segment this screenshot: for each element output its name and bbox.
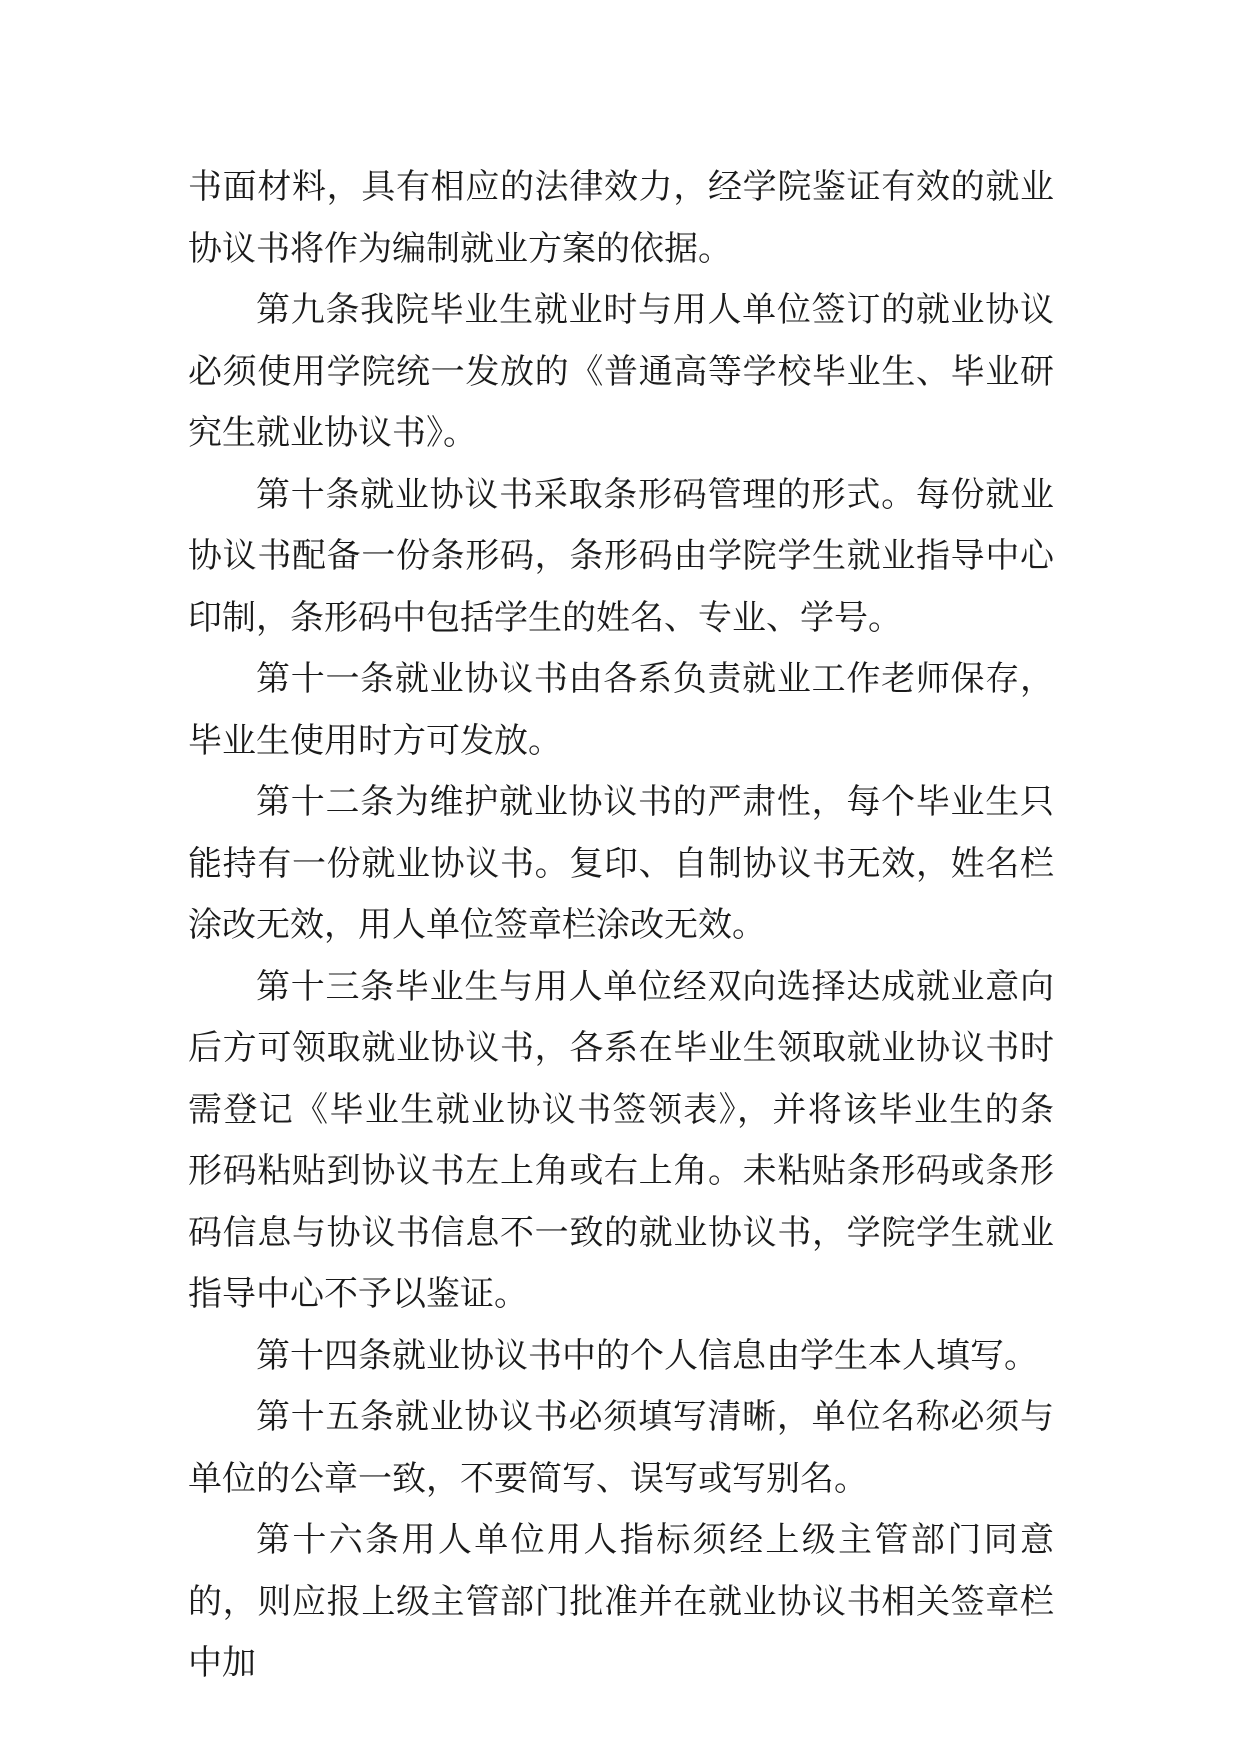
paragraph-article-15: 第十五条就业协议书必须填写清晰，单位名称必须与单位的公章一致，不要简写、误写或写别名。 (188, 1397, 1054, 1499)
paragraph-article-13: 第十三条毕业生与用人单位经双向选择达成就业意向后方可领取就业协议书，各系在毕业生领取就业协议书时需登记《毕业生就业协议书签领表》，并将该毕业生的条形码粘贴到协议书左上角或右上角。未粘贴条形码或条形码信息与协议书信息不一致的就业协议书，学院学生就业指导中心不予以鉴证。 (188, 966, 1054, 1314)
document-body (188, 157, 1054, 1695)
paragraph-article-12: 第十二条为维护就业协议书的严肃性，每个毕业生只能持有一份就业协议书。复印、自制协议书无效，姓名栏涂改无效，用人单位签章栏涂改无效。 (188, 782, 1054, 945)
paragraph-article-16: 第十六条用人单位用人指标须经上级主管部门同意的，则应报上级主管部门批准并在就业协议书相关签章栏中加 (188, 1520, 1054, 1683)
paragraph-article-14: 第十四条就业协议书中的个人信息由学生本人填写。 (256, 1335, 1038, 1376)
paragraph-continuation: 书面材料，具有相应的法律效力，经学院鉴证有效的就业协议书将作为编制就业方案的依据。 (188, 167, 1054, 269)
paragraph-article-11: 第十一条就业协议书由各系负责就业工作老师保存，毕业生使用时方可发放。 (188, 659, 1054, 761)
paragraph-article-10: 第十条就业协议书采取条形码管理的形式。每份就业协议书配备一份条形码，条形码由学院学生就业指导中心印制，条形码中包括学生的姓名、专业、学号。 (188, 474, 1054, 638)
paragraph-article-9: 第九条我院毕业生就业时与用人单位签订的就业协议必须使用学院统一发放的《普通高等学校毕业生、毕业研究生就业协议书》。 (188, 290, 1054, 453)
